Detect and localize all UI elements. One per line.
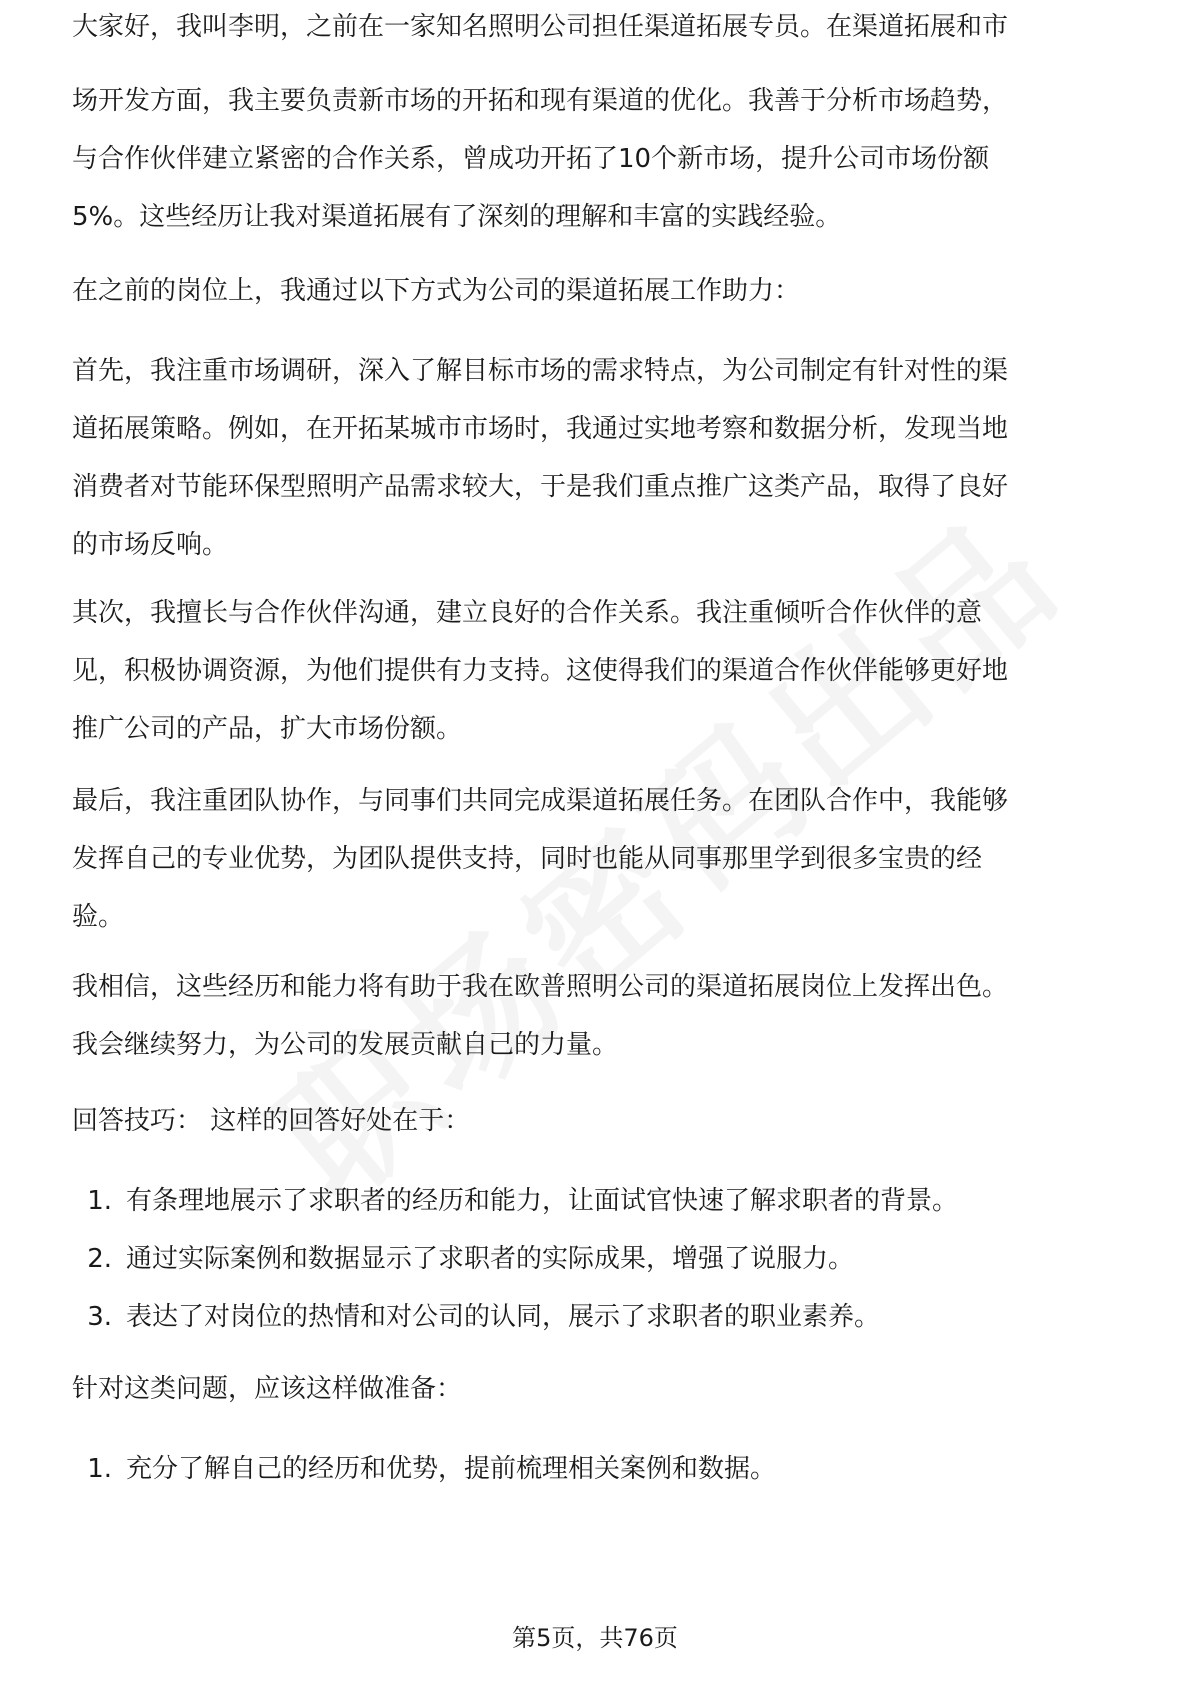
text-line: 针对这类问题，应该这样做准备： bbox=[72, 1374, 463, 1404]
list-item bbox=[72, 1288, 1118, 1346]
list-number: 3. bbox=[87, 1302, 112, 1332]
text-line: 验。 bbox=[72, 902, 125, 932]
text-line: 回答技巧： 这样的回答好处在于： bbox=[72, 1106, 471, 1136]
paragraph-tips-heading bbox=[72, 1092, 1118, 1150]
paragraph-second bbox=[72, 584, 1118, 758]
text-line: 我会继续努力，为公司的发展贡献自己的力量。 bbox=[72, 1030, 619, 1060]
text-line: 推广公司的产品，扩大市场份额。 bbox=[72, 714, 463, 744]
text-line: 我相信，这些经历和能力将有助于我在欧普照明公司的渠道拓展岗位上发挥出色。 bbox=[72, 972, 1009, 1002]
tips-list bbox=[72, 1172, 1118, 1346]
clipped-top-line bbox=[72, 12, 1009, 56]
list-text: 通过实际案例和数据显示了求职者的实际成果，增强了说服力。 bbox=[126, 1244, 855, 1274]
text-line: 道拓展策略。例如，在开拓某城市市场时，我通过实地考察和数据分析，发现当地 bbox=[72, 414, 1009, 444]
paragraph-third bbox=[72, 772, 1118, 946]
list-item bbox=[72, 1440, 1118, 1498]
text-line: 消费者对节能环保型照明产品需求较大，于是我们重点推广这类产品，取得了良好 bbox=[72, 472, 1009, 502]
text-line: 在之前的岗位上，我通过以下方式为公司的渠道拓展工作助力： bbox=[72, 276, 801, 306]
paragraph-conclusion bbox=[72, 958, 1118, 1074]
list-text: 表达了对岗位的热情和对公司的认同，展示了求职者的职业素养。 bbox=[126, 1302, 881, 1332]
text-line: 场开发方面，我主要负责新市场的开拓和现有渠道的优化。我善于分析市场趋势， bbox=[72, 86, 1009, 116]
clipped-top-line-text: 大家好，我叫李明，之前在一家知名照明公司担任渠道拓展专员。在渠道拓展和市 bbox=[72, 12, 1009, 42]
list-text: 有条理地展示了求职者的经历和能力，让面试官快速了解求职者的背景。 bbox=[126, 1186, 959, 1216]
text-line: 其次，我擅长与合作伙伴沟通，建立良好的合作关系。我注重倾听合作伙伴的意 bbox=[72, 598, 983, 628]
paragraph-experience bbox=[72, 72, 1118, 246]
prep-list bbox=[72, 1440, 1118, 1498]
list-item bbox=[72, 1230, 1118, 1288]
text-line: 见，积极协调资源，为他们提供有力支持。这使得我们的渠道合作伙伴能够更好地 bbox=[72, 656, 1009, 686]
page-footer: 第5页，共76页 bbox=[512, 1624, 678, 1652]
list-item bbox=[72, 1172, 1118, 1230]
text-line: 与合作伙伴建立紧密的合作关系，曾成功开拓了10个新市场，提升公司市场份额 bbox=[72, 144, 990, 174]
text-line: 发挥自己的专业优势，为团队提供支持，同时也能从同事那里学到很多宝贵的经 bbox=[72, 844, 983, 874]
paragraph-intro-methods bbox=[72, 262, 1118, 320]
text-line: 首先，我注重市场调研，深入了解目标市场的需求特点，为公司制定有针对性的渠 bbox=[72, 356, 1009, 386]
list-number: 1. bbox=[87, 1186, 112, 1216]
text-line: 的市场反响。 bbox=[72, 530, 229, 560]
list-number: 1. bbox=[87, 1454, 112, 1484]
text-line: 最后，我注重团队协作，与同事们共同完成渠道拓展任务。在团队合作中，我能够 bbox=[72, 786, 1009, 816]
list-number: 2. bbox=[87, 1244, 112, 1274]
text-line: 5%。这些经历让我对渠道拓展有了深刻的理解和丰富的实践经验。 bbox=[72, 202, 842, 232]
paragraph-first bbox=[72, 342, 1118, 574]
prep-heading bbox=[72, 1360, 1118, 1418]
list-text: 充分了解自己的经历和优势，提前梳理相关案例和数据。 bbox=[126, 1454, 777, 1484]
